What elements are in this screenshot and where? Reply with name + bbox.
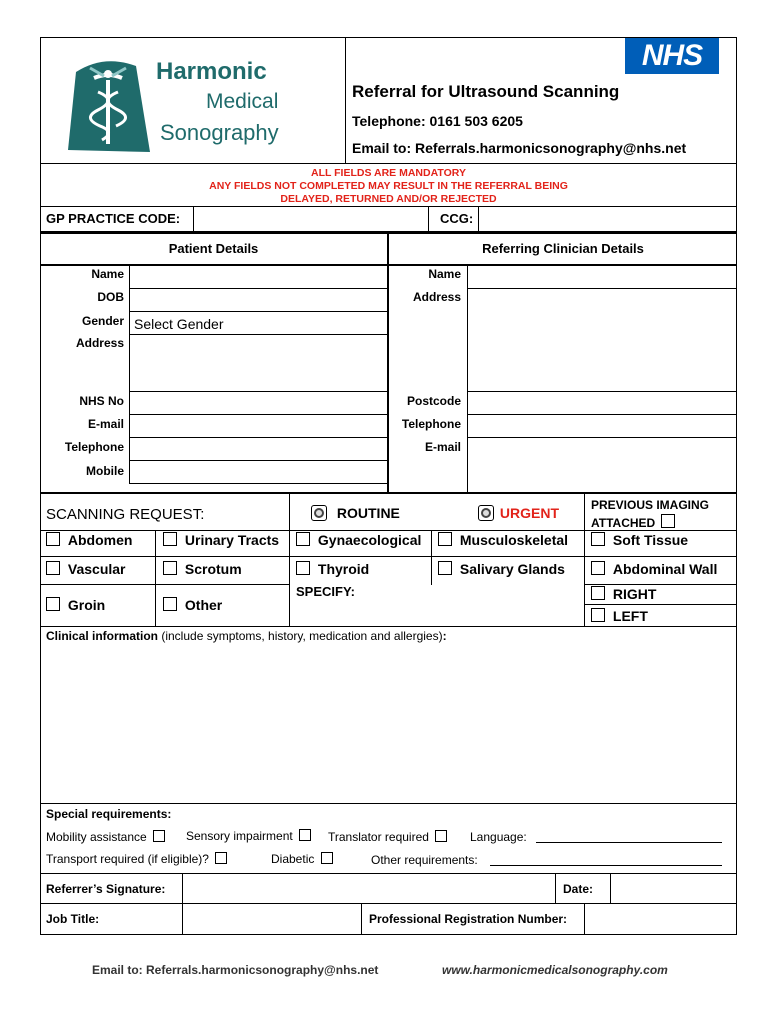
notice-line2: ANY FIELDS NOT COMPLETED MAY RESULT IN THE REFERRAL BEING — [209, 180, 568, 192]
option-abdomen[interactable] — [46, 532, 132, 548]
patient-nhs-input[interactable] — [129, 391, 388, 415]
clinician-details-heading: Referring Clinician Details — [482, 241, 644, 256]
date-label: Date: — [563, 882, 594, 896]
scan-divider-2 — [584, 494, 585, 627]
patient-dob-input[interactable] — [129, 288, 388, 312]
scrotum-label: Scrotum — [184, 561, 242, 577]
clinician-postcode-input[interactable] — [467, 391, 737, 415]
scanning-request-heading: SCANNING REQUEST: — [46, 506, 205, 523]
abdomen-label: Abdomen — [67, 532, 133, 548]
scan-divider-3 — [155, 530, 156, 627]
option-urinary-tracts[interactable] — [163, 532, 279, 548]
urgent-radio[interactable] — [478, 505, 494, 521]
previous-imaging-checkbox[interactable] — [661, 514, 675, 528]
option-salivary-glands[interactable] — [438, 561, 565, 577]
scrotum-checkbox[interactable] — [163, 561, 177, 575]
option-left[interactable] — [591, 608, 648, 624]
patient-mobile-label: Mobile — [86, 464, 124, 478]
notice-line1: ALL FIELDS ARE MANDATORY — [311, 167, 466, 179]
patient-telephone-label: Telephone — [64, 440, 124, 454]
registration-number-input[interactable] — [584, 903, 737, 935]
diabetic-label: Diabetic — [271, 852, 315, 866]
groin-label: Groin — [67, 597, 106, 613]
mobility-label: Mobility assistance — [46, 830, 147, 844]
nhs-logo: NHS — [625, 38, 719, 74]
gynae-label: Gynaecological — [317, 532, 422, 548]
salivary-checkbox[interactable] — [438, 561, 452, 575]
abdomen-checkbox[interactable] — [46, 532, 60, 546]
patient-nhs-label: NHS No — [79, 394, 124, 408]
patient-name-input[interactable] — [129, 265, 388, 289]
clinician-name-input[interactable] — [467, 265, 737, 289]
gynae-checkbox[interactable] — [296, 532, 310, 546]
urgent-option[interactable] — [478, 505, 559, 521]
sensory-option[interactable] — [186, 829, 311, 843]
special-requirements-heading: Special requirements: — [46, 807, 172, 821]
brand-name-line2: Medical — [206, 90, 279, 113]
caduceus-icon — [64, 52, 154, 152]
specify-input[interactable] — [296, 600, 580, 624]
gp-practice-code-input[interactable] — [193, 206, 429, 232]
diabetic-checkbox[interactable] — [321, 852, 333, 864]
groin-checkbox[interactable] — [46, 597, 60, 611]
clinical-info-label-rest: (include symptoms, history, medication and allergies) — [158, 629, 443, 643]
transport-checkbox[interactable] — [215, 852, 227, 864]
left-checkbox[interactable] — [591, 608, 605, 622]
clinician-email-label: E-mail — [424, 440, 461, 454]
clinician-telephone-input[interactable] — [467, 414, 737, 438]
urgent-label: URGENT — [499, 505, 560, 521]
mobility-option[interactable] — [46, 830, 165, 844]
header-email: Email to: Referrals.harmonicsonography@nhs.net — [352, 140, 687, 156]
job-title-input[interactable] — [182, 903, 362, 935]
sensory-label: Sensory impairment — [186, 829, 293, 843]
brand-name-line1: Harmonic — [156, 58, 267, 85]
option-musculoskeletal[interactable] — [438, 532, 568, 548]
gender-select-value: Select Gender — [134, 316, 224, 332]
ccg-label: CCG: — [440, 211, 474, 226]
gp-practice-label: GP PRACTICE CODE: — [46, 211, 181, 226]
patient-dob-label: DOB — [97, 290, 124, 304]
transport-label: Transport required (if eligible)? — [46, 852, 209, 866]
clinician-address-label: Address — [412, 290, 461, 304]
page-title: Referral for Ultrasound Scanning — [352, 82, 620, 101]
footer-email: Email to: Referrals.harmonicsonography@nhs.net — [92, 963, 379, 977]
clinical-info-label — [46, 629, 447, 643]
abdominal-wall-checkbox[interactable] — [591, 561, 605, 575]
option-other[interactable] — [163, 597, 222, 613]
option-scrotum[interactable] — [163, 561, 242, 577]
vascular-checkbox[interactable] — [46, 561, 60, 575]
referrer-signature-label: Referrer’s Signature: — [46, 882, 166, 896]
musculo-checkbox[interactable] — [438, 532, 452, 546]
ccg-input[interactable] — [478, 206, 737, 232]
routine-label: ROUTINE — [336, 505, 400, 521]
urinary-label: Urinary Tracts — [184, 532, 280, 548]
specify-label: SPECIFY: — [296, 584, 355, 599]
previous-imaging-line1: PREVIOUS IMAGING — [591, 498, 710, 512]
scan-hline-4 — [584, 584, 737, 585]
urinary-checkbox[interactable] — [163, 532, 177, 546]
diabetic-option[interactable] — [271, 852, 333, 866]
previous-imaging-attached[interactable] — [591, 514, 675, 530]
brand-logo — [64, 52, 304, 152]
soft-tissue-label: Soft Tissue — [612, 532, 689, 548]
clinician-email-input[interactable] — [467, 437, 737, 493]
right-checkbox[interactable] — [591, 586, 605, 600]
option-abdominal-wall[interactable] — [591, 561, 717, 577]
other-checkbox[interactable] — [163, 597, 177, 611]
referrer-signature-input[interactable] — [182, 873, 556, 904]
translator-option[interactable] — [328, 830, 447, 844]
patient-address-label: Address — [75, 336, 124, 350]
clinician-name-label: Name — [428, 267, 461, 281]
previous-imaging-line2: ATTACHED — [591, 516, 656, 530]
soft-tissue-checkbox[interactable] — [591, 532, 605, 546]
option-vascular[interactable] — [46, 561, 126, 577]
patient-email-label: E-mail — [87, 417, 124, 431]
clinician-postcode-label: Postcode — [406, 394, 461, 408]
patient-telephone-input[interactable] — [129, 437, 388, 461]
patient-address-input[interactable] — [129, 334, 388, 392]
translator-checkbox[interactable] — [435, 830, 447, 842]
patient-mobile-input[interactable] — [129, 460, 388, 484]
abdominal-wall-label: Abdominal Wall — [612, 561, 718, 577]
option-groin[interactable] — [46, 597, 105, 613]
brand-name-line3: Sonography — [160, 120, 279, 145]
right-label: RIGHT — [612, 586, 657, 602]
language-input[interactable] — [536, 830, 722, 843]
notice-line3: DELAYED, RETURNED AND/OR REJECTED — [280, 193, 497, 205]
musculo-label: Musculoskeletal — [459, 532, 569, 548]
thyroid-label: Thyroid — [317, 561, 370, 577]
routine-option[interactable] — [311, 505, 400, 521]
option-gynaecological[interactable] — [296, 532, 421, 548]
salivary-label: Salivary Glands — [459, 561, 565, 577]
thyroid-checkbox[interactable] — [296, 561, 310, 575]
patient-email-input[interactable] — [129, 414, 388, 438]
clinician-address-input[interactable] — [467, 288, 737, 392]
translator-label: Translator required — [328, 830, 429, 844]
date-input[interactable] — [610, 873, 737, 904]
scan-hline-3 — [40, 584, 290, 585]
footer-website[interactable]: www.harmonicmedicalsonography.com — [442, 963, 668, 977]
clinical-info-label-bold: Clinical information — [46, 629, 159, 643]
scan-divider-5 — [431, 530, 432, 585]
scan-divider-4 — [289, 530, 290, 627]
option-right[interactable] — [591, 586, 656, 602]
registration-number-label: Professional Registration Number: — [369, 912, 568, 926]
vascular-label: Vascular — [67, 561, 126, 577]
scan-hline-1 — [40, 530, 737, 531]
clinical-info-textarea[interactable] — [46, 646, 731, 800]
patient-details-heading: Patient Details — [168, 241, 259, 256]
patient-gender-select[interactable] — [129, 311, 388, 335]
scan-hline-5 — [584, 604, 737, 605]
routine-radio[interactable] — [311, 505, 327, 521]
option-soft-tissue[interactable] — [591, 532, 688, 548]
scan-divider-1 — [289, 494, 290, 534]
other-label: Other — [184, 597, 223, 613]
header-telephone: Telephone: 0161 503 6205 — [352, 113, 523, 129]
sensory-checkbox[interactable] — [299, 829, 311, 841]
left-label: LEFT — [612, 608, 648, 624]
header-divider — [345, 37, 346, 164]
mobility-checkbox[interactable] — [153, 830, 165, 842]
patient-name-label: Name — [91, 267, 124, 281]
other-requirements-label: Other requirements: — [371, 853, 478, 867]
scan-hline-2 — [40, 556, 737, 557]
job-title-label: Job Title: — [46, 912, 100, 926]
clinician-telephone-label: Telephone — [401, 417, 461, 431]
other-requirements-input[interactable] — [490, 853, 722, 866]
patient-gender-label: Gender — [81, 314, 124, 328]
transport-option[interactable] — [46, 852, 227, 866]
option-thyroid[interactable] — [296, 561, 369, 577]
clinical-info-colon: : — [442, 629, 447, 643]
language-label: Language: — [470, 830, 527, 844]
